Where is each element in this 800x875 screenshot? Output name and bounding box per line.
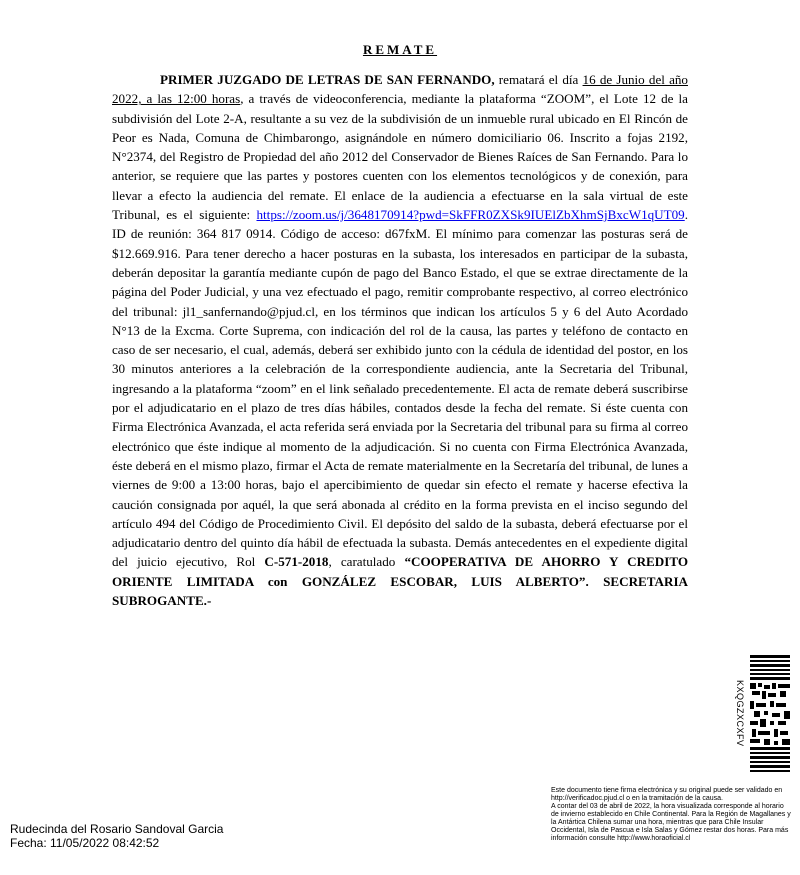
validation-note: Este documento tiene firma electrónica y su original puede ser validado en http://verificadoc.pjud.cl o en la tramitación de la causa. A contar del 03 de abril de 2022, la hora visualizada corresponde al horario de invierno establecido en Chile Continental. Para la Región de Magallanes y la Antártica Chilena sumar una hora, mientras que para Chile Insular Occidental, Isla de Pascua e Isla Salas y Gómez restar dos horas. Para más información consulte http://www.horaoficial.cl [551, 787, 791, 842]
verification-code: KXQGZXCXFV [735, 680, 745, 747]
court-name: PRIMER JUZGADO DE LETRAS DE SAN FERNANDO, [160, 72, 495, 87]
case-rol: C-571-2018 [264, 554, 329, 570]
document-title: REMATE [362, 42, 438, 57]
auction-date: 16 de Junio del año 2022, a las 12:00 horas [112, 72, 688, 107]
barcode-2d-icon [750, 655, 790, 775]
zoom-link[interactable]: https://zoom.us/j/3648170914?pwd=SkFFR0ZXSk9IUElZbXhmSjBxcW1qUT09 [256, 207, 685, 223]
electronic-signature [10, 822, 223, 850]
case-caption: “COOPERATIVA DE AHORRO Y CREDITO ORIENTE LIMITADA con GONZÁLEZ ESCOBAR, LUIS ALBERTO”. SECRETARIA SUBROGANTE.- [112, 554, 689, 609]
signature-date: Fecha: 11/05/2022 08:42:52 [10, 836, 160, 850]
auction-notice-body: PRIMER JUZGADO DE LETRAS DE SAN FERNANDO, rematará el día 16 de Junio del año 2022, a las 12:00 horas, a través de videoconferencia, mediante la plataforma “ZOOM”, el Lote 12 de la subdivisión del Lote 2-A, resultante a su vez de la subdivisión de un inmueble rural ubicado en El Rincón de Peor es Nada, Comuna de Chimbarongo, asignándole en número domiciliario 06. Inscrito a fojas 2192, N°2374, del Registro de Propiedad del año 2012 del Conservador de Bienes Raíces de San Fernando. Para lo anterior, se requiere que las partes y postores cuenten con los elementos tecnológicos y de conexión, para llevar a efecto la audiencia del remate. El enlace de la audiencia a efectuarse en la sala virtual de este Tribunal, es el siguiente: https://zoom.us/j/3648170914?pwd=SkFFR0ZXSk9IUElZbXhmSjBxcW1qUT09. ID de reunión: 364 817 0914. Código de acceso: d67fxM. El mínimo para comenzar las posturas será de $12.669.916. Para tener derecho a hacer posturas en la subasta, los interesados en participar de la subasta, deberán depositar la garantía mediante cupón de pago del Banco Estado, el que se extrae directamente de la página del Poder Judicial, y una vez efectuado el pago, remitir comprobante respectivo, al correo electrónico del tribunal: jl1_sanfernando@pjud.cl, en los términos que indican los artículos 5 y 6 del Auto Acordado N°13 de la Excma. Corte Suprema, con indicación del rol de la causa, las partes y teléfono de contacto en caso de ser necesario, el cual, además, deberá ser exhibido junto con la cédula de identidad del postor, en los 30 minutos anteriores a la celebración de la correspondiente audiencia, ante la Secretaria del Tribunal, ingresando a la plataforma “zoom” en el link señalado precedentemente. El acta de remate deberá suscribirse por el adjudicatario en el plazo de tres días hábiles, contados desde la fecha del remate. Si éste cuenta con Firma Electrónica Avanzada, el acta referida será enviada por la Secretaria del tribunal para su firma al correo electrónico que éste indique al momento de la adjudicación. Si no cuenta con Firma Electrónica Avanzada, éste deberá en el mismo plazo, firmar el Acta de remate materialmente en la Secretaría del tribunal, de lunes a viernes de 9:00 a 13:00 horas, bajo el apercibimiento de quedar sin efecto el remate y hacerse efectiva la caución consignada por aquél, la que será abonada al crédito en la forma prevista en el inciso segundo del artículo 494 del Código de Procedimiento Civil. El depósito del saldo de la subasta, deberá efectuarse por el adjudicatario dentro del quinto día hábil de efectuada la subasta. Demás antecedentes en el expediente digital del juicio ejecutivo, Rol C-571-2018, caratulado “COOPERATIVA DE AHORRO Y CREDITO ORIENTE LIMITADA con GONZÁLEZ ESCOBAR, LUIS ALBERTO”. SECRETARIA SUBROGANTE.- [112, 72, 689, 609]
signer-name: Rudecinda del Rosario Sandoval Garcia [10, 822, 224, 836]
